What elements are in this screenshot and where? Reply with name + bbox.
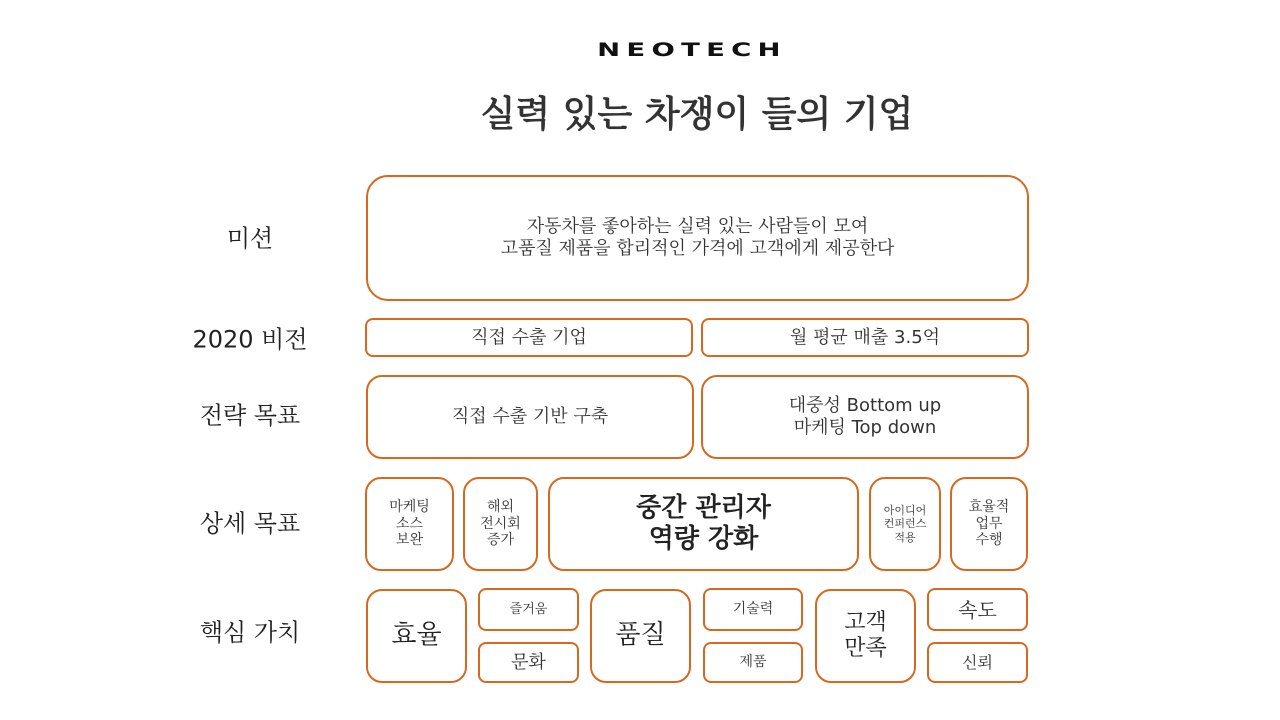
core-value-box: 기술력 — [703, 588, 803, 631]
detail-box: 마케팅 소스 보완 — [365, 477, 454, 571]
mission-box: 자동차를 좋아하는 실력 있는 사람들이 모여 고품질 제품을 합리적인 가격에 고객에게 제공한다 — [366, 175, 1029, 301]
core-value-box: 효율 — [366, 589, 467, 683]
neotech-logo: NEOTECH — [597, 39, 787, 62]
vision-box: 월 평균 매출 3.5억 — [701, 318, 1029, 357]
core-value-box: 문화 — [478, 642, 579, 683]
page-title: 실력 있는 차쟁이 들의 기업 — [480, 94, 914, 135]
core-value-box: 제품 — [703, 642, 803, 683]
detail-box: 아이디어 컨퍼런스 적용 — [869, 477, 941, 571]
vision-label: 2020 비전 — [192, 325, 308, 354]
strategy-box: 대중성 Bottom up 마케팅 Top down — [701, 375, 1029, 459]
core-value-box: 신뢰 — [927, 642, 1028, 683]
detail-box: 해외 전시회 증가 — [463, 477, 538, 571]
detail-box-main: 중간 관리자 역량 강화 — [548, 477, 859, 571]
strategy-label: 전략 목표 — [199, 401, 301, 430]
vision-box: 직접 수출 기업 — [365, 318, 693, 357]
core-value-box: 고객 만족 — [815, 589, 916, 683]
core-value-box: 품질 — [590, 589, 691, 683]
detail-label: 상세 목표 — [199, 509, 301, 538]
strategy-box: 직접 수출 기반 구축 — [366, 375, 694, 459]
detail-box: 효율적 업무 수행 — [950, 477, 1028, 571]
core-label: 핵심 가치 — [199, 618, 301, 647]
core-value-box: 즐거움 — [478, 588, 579, 631]
mission-label: 미션 — [226, 224, 274, 253]
core-value-box: 속도 — [927, 588, 1028, 631]
